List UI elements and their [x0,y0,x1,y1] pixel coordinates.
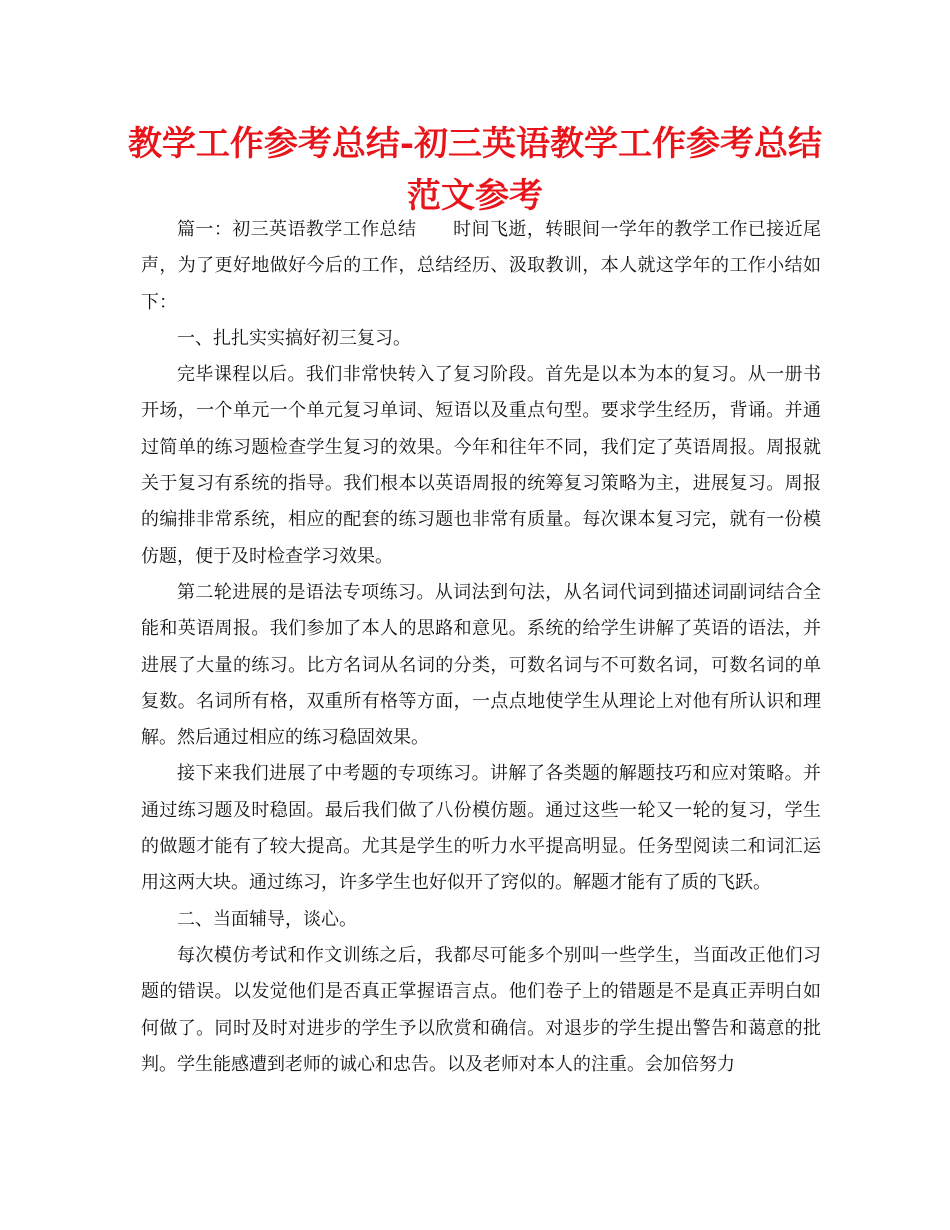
paragraph: 篇一：初三英语教学工作总结 时间飞逝，转眼间一学年的教学工作已接近尾声，为了更好地做好今后的工作，总结经历、汲取教训，本人就这学年的工作小结如下： [141,219,821,313]
paragraph: 每次模仿考试和作文训练之后，我都尽可能多个别叫一些学生，当面改正他们习题的错误。以发觉他们是否真正掌握语言点。他们卷子上的错题是不是真正弄明白如何做了。同时及时对进步的学生予以欣赏和确信。对退步的学生提出警告和蔼意的批判。学生能感遭到老师的诚心和忠告。以及老师对本人的注重。会加倍努力 [141,944,821,1075]
document-body [141,212,821,1083]
paragraph: 一、扎扎实实搞好初三复习。 [177,327,411,349]
document-title: 教学工作参考总结-初三英语教学工作参考总结范文参考 [127,124,823,216]
paragraph: 二、当面辅导，谈心。 [177,908,357,930]
paragraph: 完毕课程以后。我们非常快转入了复习阶段。首先是以本为本的复习。从一册书开场，一个单元一个单元复习单词、短语以及重点句型。要求学生经历，背诵。并通过简单的练习题检查学生复习的效果。今年和往年不同，我们定了英语周报。周报就关于复习有系统的指导。我们根本以英语周报的统筹复习策略为主，进展复习。周报的编排非常系统，相应的配套的练习题也非常有质量。每次课本复习完，就有一份模仿题，便于及时检查学习效果。 [141,364,821,567]
paragraph: 第二轮进展的是语法专项练习。从词法到句法，从名词代词到描述词副词结合全能和英语周报。我们参加了本人的思路和意见。系统的给学生讲解了英语的语法，并进展了大量的练习。比方名词从名词的分类，可数名词与不可数名词，可数名词的单复数。名词所有格，双重所有格等方面，一点点地使学生从理论上对他有所认识和理解。然后通过相应的练习稳固效果。 [141,581,821,749]
paragraph: 接下来我们进展了中考题的专项练习。讲解了各类题的解题技巧和应对策略。并通过练习题及时稳固。最后我们做了八份模仿题。通过这些一轮又一轮的复习，学生的做题才能有了较大提高。尤其是学生的听力水平提高明显。任务型阅读二和词汇运用这两大块。通过练习，许多学生也好似开了窍似的。解题才能有了质的飞跃。 [141,763,821,894]
